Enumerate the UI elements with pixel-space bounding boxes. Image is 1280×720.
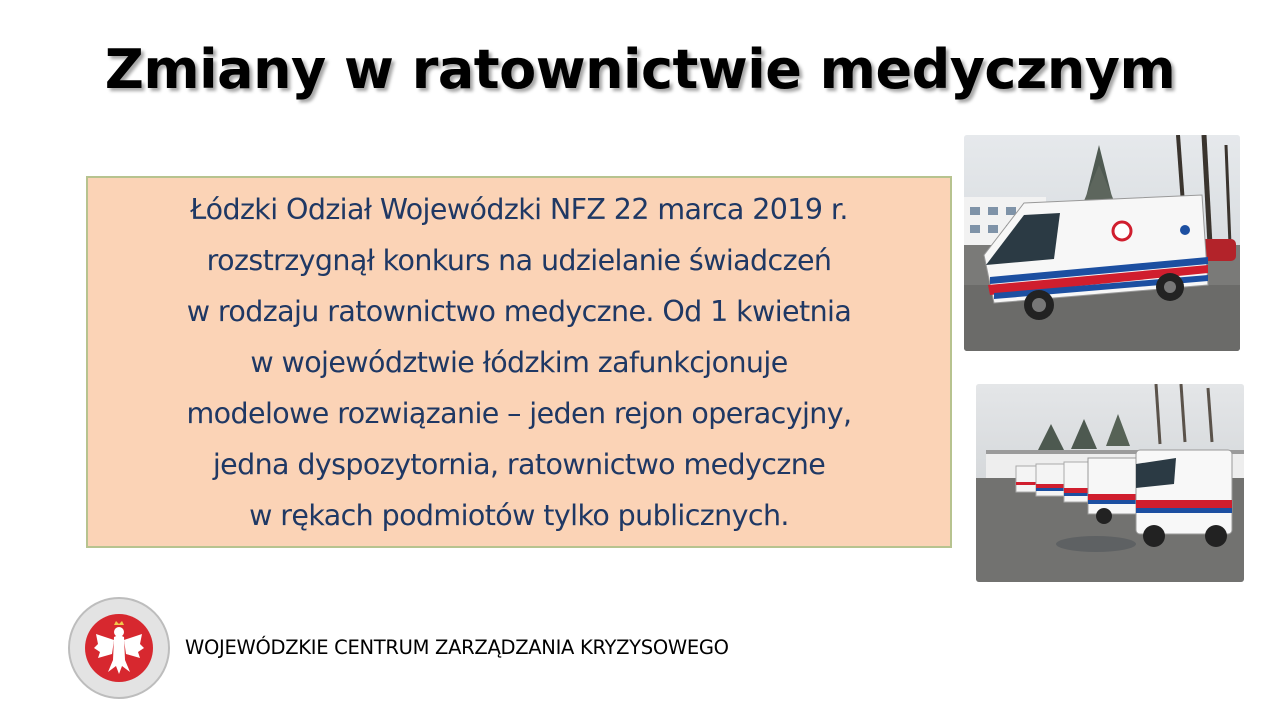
seal-emblem <box>64 596 174 700</box>
text-line: rozstrzygnął konkurs na udzielanie świadczeń <box>206 243 832 277</box>
text-line: w rękach podmiotów tylko publicznych. <box>249 498 789 532</box>
announcement-box <box>86 176 952 548</box>
slide-title: Zmiany w ratownictwie medycznym <box>104 38 1176 101</box>
text-line: w województwie łódzkim zafunkcjonuje <box>250 345 788 379</box>
ambulance-fleet-photo <box>976 384 1244 582</box>
ambulance-image <box>964 135 1240 351</box>
text-line: modelowe rozwiązanie – jeden rejon operacyjny, <box>186 396 852 430</box>
announcement-text <box>187 184 852 541</box>
ambulance-photo <box>964 135 1240 351</box>
text-line: Łódzki Odział Wojewódzki NFZ 22 marca 2019 r. <box>190 192 848 226</box>
text-line: w rodzaju ratownictwo medyczne. Od 1 kwietnia <box>186 294 852 328</box>
footer-organization: WOJEWÓDZKIE CENTRUM ZARZĄDZANIA KRYZYSOWEGO <box>185 636 729 659</box>
ambulance-fleet-image <box>976 384 1244 582</box>
text-line: jedna dyspozytornia, ratownictwo medyczne <box>212 447 826 481</box>
voivodeship-seal-logo <box>64 596 174 700</box>
